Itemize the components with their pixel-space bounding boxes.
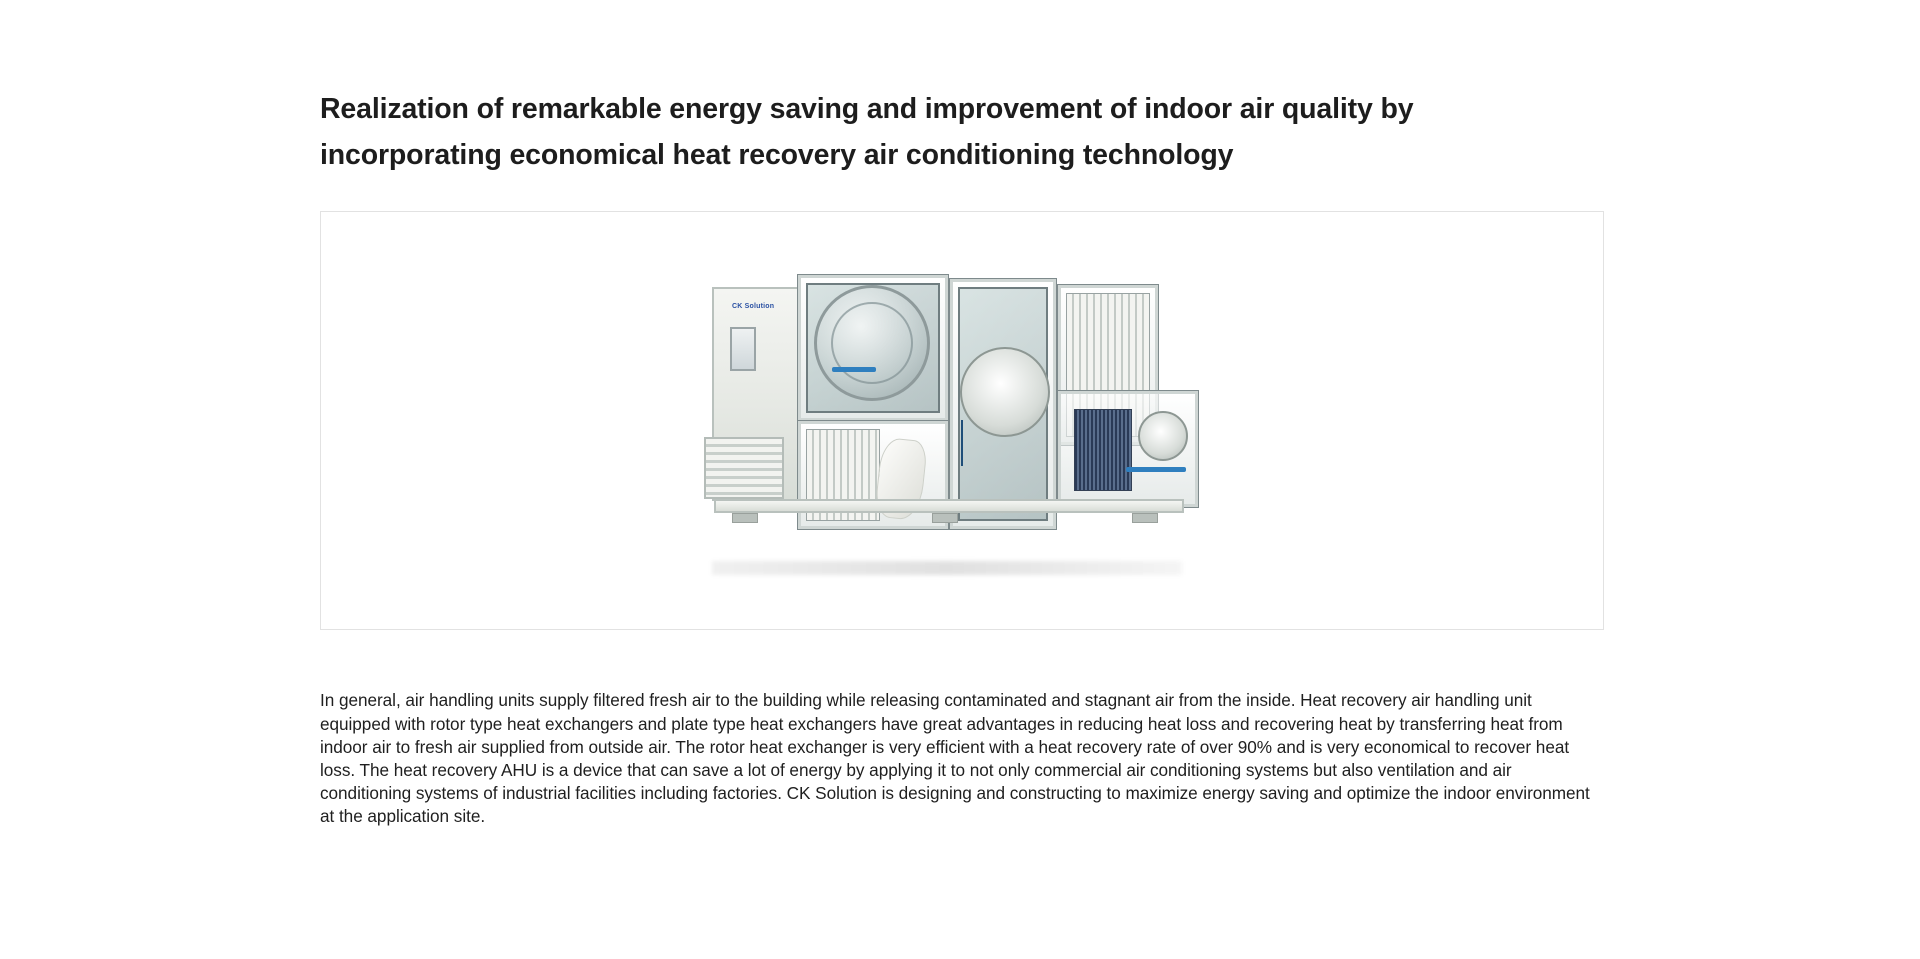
coil-connection-pipe [1126, 467, 1186, 472]
air-handling-unit-illustration [702, 261, 1232, 581]
rotor-heat-exchanger [814, 285, 930, 401]
article-content [320, 0, 1604, 846]
support-foot [732, 513, 758, 523]
section-divider-accent [961, 420, 963, 466]
cooling-coil [1074, 409, 1132, 491]
unit-shadow [712, 561, 1182, 575]
base-frame-rail [714, 499, 1184, 513]
support-foot [932, 513, 958, 523]
inspection-window [730, 327, 756, 371]
fan-wheel [960, 347, 1050, 437]
louver-intake-panel [704, 437, 784, 499]
secondary-fan-wheel [1138, 411, 1188, 461]
article-body-text: In general, air handling units supply filtered fresh air to the building while releasing contaminated and stagnant air from the inside. Heat recovery air handling unit equipped with rotor type heat exchangers and plate type heat exchangers have great advantages in reducing heat loss and recovering heat by transferring heat from indoor air to fresh air supplied from outside air. The rotor heat exchanger is very efficient with a heat recovery rate of over 90% and is very economical to recover heat loss. The heat recovery AHU is a device that can save a lot of energy by applying it to not only commercial air conditioning systems but also ventilation and air conditioning systems of industrial facilities including factories. CK Solution is designing and constructing to maximize energy saving and optimize the indoor environment at the application site. [320, 690, 1590, 827]
brand-logo-text: CK Solution [732, 302, 775, 310]
support-foot [1132, 513, 1158, 523]
service-pipe [832, 367, 876, 372]
page-title: Realization of remarkable energy saving and improvement of indoor air quality by incorporating economical heat recovery air conditioning technology [320, 93, 1414, 172]
